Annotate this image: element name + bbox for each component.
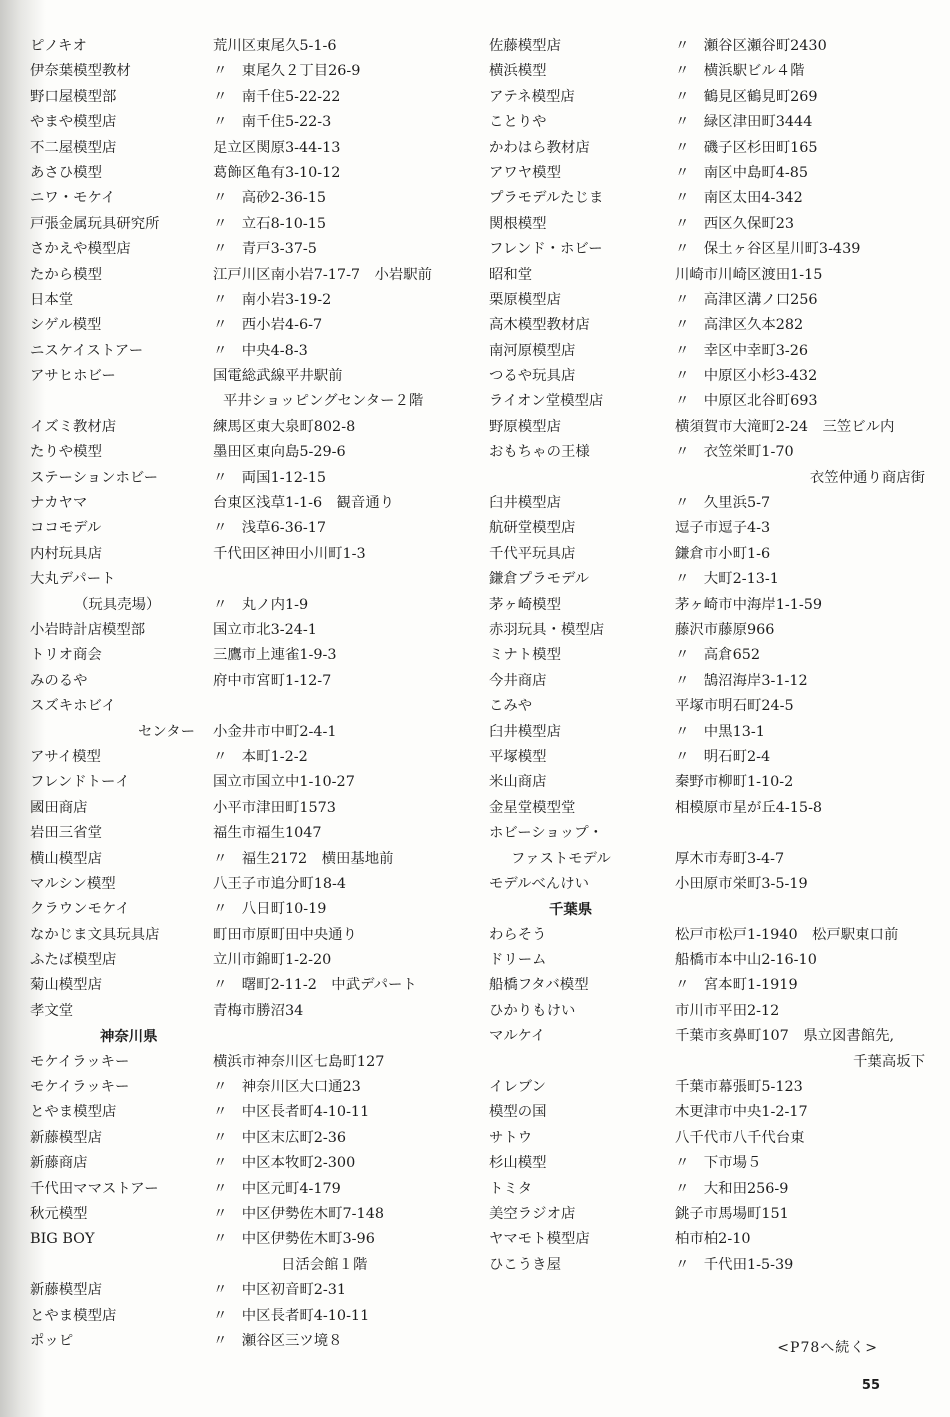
shop-name-cell: アテネ模型店 <box>489 88 575 105</box>
shop-address-cell: 藤沢市藤原966 <box>675 621 775 638</box>
shop-name-cell: 平塚模型 <box>489 748 547 765</box>
shop-name-cell: 伊奈葉模型教材 <box>30 63 131 80</box>
shop-name-cell: 國田商店 <box>30 799 88 816</box>
shop-address-cell: 小金井市中町2-4-1 <box>213 723 337 740</box>
shop-address-cell: 府中市宮町1-12-7 <box>213 672 332 689</box>
shop-name-cell: ニワ・モケイ <box>30 190 116 207</box>
shop-address-cell <box>663 1278 925 1303</box>
shop-name-cell: やまや模型店 <box>30 114 117 131</box>
shop-name-cell: ミナト模型 <box>489 647 561 664</box>
shop-address-cell: 日活会館１階 <box>281 1256 368 1273</box>
shop-name-cell: 野原模型店 <box>489 418 561 435</box>
continued-note: <P78へ続く> <box>777 1340 878 1356</box>
shop-address-cell: 〃 福生2172 横田基地前 <box>213 850 394 867</box>
shop-name-cell: ホビーショップ・ <box>489 825 603 842</box>
shop-name-cell <box>489 1304 657 1329</box>
shop-address-cell: 〃 南千住5-22-3 <box>213 114 332 131</box>
shop-address-cell: 〃 南区太田4-342 <box>675 190 803 207</box>
shop-address-cell: 荒川区東尾久5-1-6 <box>213 38 337 54</box>
shop-address-cell: 〃 西区久保町23 <box>675 215 795 232</box>
shop-name-cell: みのるや <box>30 672 88 689</box>
shop-name-cell: ライオン堂模型店 <box>489 393 604 410</box>
shop-name-cell: 菊山模型店 <box>30 977 102 994</box>
shop-address-cell: 〃 丸ノ内1-9 <box>213 596 309 613</box>
shop-address-cell: 〃 久里浜5-7 <box>675 495 771 512</box>
shop-name-cell: 新藤模型店 <box>30 1129 102 1146</box>
shop-address-cell: 〃 両国1-12-15 <box>213 469 327 486</box>
shop-name-cell: 航研堂模型店 <box>489 520 576 537</box>
shop-name-cell: モケイラッキー <box>30 1079 130 1096</box>
shop-name-cell: あさひ模型 <box>30 164 102 181</box>
shop-address-cell: 〃 中原区北谷町693 <box>675 393 818 410</box>
shop-address-cell: 〃 明石町2-4 <box>675 748 771 765</box>
shop-address-cell: 葛飾区亀有3-10-12 <box>213 164 341 181</box>
shop-address-cell: 木更津市中央1-2-17 <box>675 1104 808 1121</box>
shop-name-cell: 高木模型教材店 <box>489 317 590 334</box>
shop-name-cell: とやま模型店 <box>30 1307 117 1324</box>
shop-address-cell: 〃 保土ヶ谷区星川町3-439 <box>675 241 861 258</box>
shop-name-cell: ファストモデル <box>511 850 611 867</box>
shop-address-cell: 〃 青戸3-37-5 <box>213 241 317 258</box>
shop-address-cell: 小田原市栄町3-5-19 <box>675 875 808 892</box>
shop-address-cell: 平塚市明石町24-5 <box>675 698 794 715</box>
shop-name-cell: つるや玩具店 <box>489 368 576 385</box>
shop-address-cell: 〃 高倉652 <box>675 647 761 664</box>
shop-address-cell: 〃 磯子区杉田町165 <box>675 139 818 156</box>
shop-address-cell: 柏市柏2-10 <box>675 1231 751 1248</box>
shop-address-cell: 千葉市亥鼻町107 県立図書館先, <box>675 1028 895 1045</box>
shop-address-cell: 立川市錦町1-2-20 <box>213 952 332 969</box>
shop-name-cell: 杉山模型 <box>489 1155 547 1172</box>
shop-address-cell: 八王子市追分町18-4 <box>213 875 347 892</box>
shop-name-cell <box>489 1278 657 1303</box>
shop-name-cell: 横浜模型 <box>489 63 547 80</box>
shop-address-cell: 〃 中区本牧町2-300 <box>213 1155 356 1172</box>
shop-address-cell: 秦野市柳町1-10-2 <box>675 774 794 791</box>
shop-address-cell: 青梅市勝沼34 <box>213 1002 304 1019</box>
shop-name-cell: ステーションホビー <box>30 469 159 486</box>
shop-name-cell: ことりや <box>489 114 547 131</box>
shop-name-cell: こみや <box>489 698 533 715</box>
shop-address-cell: 〃 中区末広町2-36 <box>213 1129 347 1146</box>
shop-address-cell: 〃 千代田1-5-39 <box>675 1256 794 1273</box>
shop-address-cell: 千代田区神田小川町1-3 <box>213 545 366 562</box>
shop-address-cell: 千葉高坂下 <box>853 1053 925 1070</box>
shop-name-cell: 不二屋模型店 <box>30 139 117 156</box>
shop-name-cell: 栗原模型店 <box>489 291 561 308</box>
shop-address-cell: 〃 緑区津田町3444 <box>675 114 813 131</box>
shop-name-cell: わらそう <box>489 926 547 943</box>
shop-directory <box>30 34 925 1354</box>
shop-name-cell: 日本堂 <box>30 291 74 308</box>
shop-name-cell: 野口屋模型部 <box>30 88 117 105</box>
shop-name-cell: 米山商店 <box>489 774 547 791</box>
shop-address-cell: 衣笠仲通り商店街 <box>809 469 925 486</box>
shop-address-cell: 〃 横浜駅ビル４階 <box>675 63 805 80</box>
shop-address-cell: 〃 瀬谷区三ツ境８ <box>213 1332 343 1349</box>
shop-name-cell: 関根模型 <box>489 215 547 232</box>
shop-address-cell: 鎌倉市小町1-6 <box>675 545 771 562</box>
shop-name-cell: アサヒホビー <box>30 368 116 385</box>
shop-name-cell: ひかりもけい <box>489 1002 576 1019</box>
shop-name-cell: 戸張金属玩具研究所 <box>30 215 160 232</box>
shop-name-cell: 佐藤模型店 <box>489 38 561 54</box>
shop-address-cell: 厚木市寿町3-4-7 <box>675 850 785 867</box>
shop-name-cell <box>489 466 657 491</box>
shop-address-cell: 〃 南区中島町4-85 <box>675 164 809 181</box>
shop-name-cell <box>30 1253 195 1278</box>
shop-name-cell: 金星堂模型堂 <box>489 799 576 816</box>
shop-name-cell: かわはら教材店 <box>489 139 590 156</box>
shop-address-cell: 三鷹市上連雀1-9-3 <box>213 647 337 664</box>
shop-name-cell: ドリーム <box>489 952 547 969</box>
shop-name-cell: サトウ <box>489 1129 533 1146</box>
shop-address-cell: 松戸市松戸1-1940 松戸駅東口前 <box>675 926 899 943</box>
shop-address-cell: 〃 衣笠栄町1-70 <box>675 444 794 461</box>
shop-address-cell: 〃 南千住5-22-22 <box>213 88 341 105</box>
shop-name-cell: アワヤ模型 <box>489 164 561 181</box>
shop-name-cell: シゲル模型 <box>30 317 102 334</box>
shop-address-cell: 国立市北3-24-1 <box>213 621 317 638</box>
shop-address-cell: 相模原市星が丘4-15-8 <box>675 799 823 816</box>
shop-address-cell: 小平市津田町1573 <box>213 799 336 816</box>
shop-name-cell: 模型の国 <box>489 1104 547 1121</box>
shop-address-cell: 茅ヶ崎市中海岸1-1-59 <box>675 596 823 613</box>
shop-name-cell: プラモデルたじま <box>489 190 604 207</box>
shop-name-cell: （玩具売場） <box>74 596 161 613</box>
shop-name-cell: マルケイ <box>489 1028 546 1045</box>
shop-address-cell: 〃 西小岩4-6-7 <box>213 317 323 334</box>
shop-name-cell: たから模型 <box>30 266 102 283</box>
shop-name-cell: スズキホビイ <box>30 698 116 715</box>
shop-name-cell: ポッピ <box>30 1332 74 1349</box>
shop-address-cell: 練馬区東大泉町802-8 <box>213 418 356 435</box>
shop-name-cell: 茅ヶ崎模型 <box>489 596 561 613</box>
shop-address-cell <box>663 821 925 846</box>
shop-address-cell: 市川市平田2-12 <box>675 1002 780 1019</box>
shop-address-cell <box>201 567 483 592</box>
shop-name-cell: たりや模型 <box>30 444 102 461</box>
shop-address-cell: 〃 幸区中幸町3-26 <box>675 342 809 359</box>
shop-address-cell: 〃 八日町10-19 <box>213 901 327 918</box>
shop-address-cell: 〃 本町1-2-2 <box>213 748 308 765</box>
shop-address-cell: 江戸川区南小岩7-17-7 小岩駅前 <box>213 266 433 283</box>
shop-address-cell: 〃 瀬谷区瀬谷町2430 <box>675 38 827 54</box>
shop-address-cell: 〃 中原区小杉3-432 <box>675 368 818 385</box>
shop-name-cell: イレブン <box>489 1079 546 1096</box>
shop-name-cell: おもちゃの王様 <box>489 444 590 461</box>
shop-name-cell: 美空ラジオ店 <box>489 1205 576 1222</box>
shop-name-cell: モデルべんけい <box>489 875 590 892</box>
shop-name-cell: 昭和堂 <box>489 266 533 283</box>
shop-name-cell: ふたば模型店 <box>30 952 117 969</box>
shop-name-cell: ナカヤマ <box>30 495 88 512</box>
shop-name-cell <box>489 1329 657 1354</box>
shop-name-cell: モケイラッキー <box>30 1053 130 1070</box>
shop-address-cell: 横須賀市大滝町2-24 三笠ビル内 <box>675 418 895 435</box>
shop-address-cell: 〃 中区長者町4-10-11 <box>213 1104 370 1121</box>
page-number: 55 <box>861 1378 880 1393</box>
shop-name-cell: クラウンモケイ <box>30 901 130 918</box>
shop-address-cell: 国電総武線平井駅前 <box>213 368 343 385</box>
shop-name-cell: 横山模型店 <box>30 850 102 867</box>
shop-name-cell: トリオ商会 <box>30 647 102 664</box>
shop-address-cell: 〃 立石8-10-15 <box>213 215 327 232</box>
shop-name-cell: ヤマモト模型店 <box>489 1231 590 1248</box>
shop-address-cell: 〃 神奈川区大口通23 <box>213 1079 361 1096</box>
shop-address-cell: 川崎市川崎区渡田1-15 <box>675 266 823 283</box>
shop-address-cell <box>201 1024 483 1049</box>
shop-address-cell: 墨田区東向島5-29-6 <box>213 444 346 461</box>
shop-address-cell: 町田市原町田中央通り <box>213 926 357 943</box>
shop-name-cell: センター <box>138 723 195 740</box>
shop-address-cell: 〃 浅草6-36-17 <box>213 520 327 537</box>
shop-name-cell: 鎌倉プラモデル <box>489 571 590 588</box>
shop-address-cell: 〃 曙町2-11-2 中武デパート <box>213 977 417 994</box>
shop-name-cell: 小岩時計店模型部 <box>30 621 146 638</box>
shop-address-cell: 〃 宮本町1-1919 <box>675 977 798 994</box>
shop-name-cell: 秋元模型 <box>30 1205 88 1222</box>
shop-address-cell: 八千代市八千代台東 <box>675 1129 805 1146</box>
shop-address-cell <box>663 897 925 922</box>
shop-address-cell <box>201 694 483 719</box>
shop-name-cell: イズミ教材店 <box>30 418 117 435</box>
shop-name-cell: フレンド・ホビー <box>489 241 603 258</box>
shop-address-cell: 横浜市神奈川区七島町127 <box>213 1053 385 1070</box>
shop-name-cell: 神奈川県 <box>100 1028 158 1046</box>
shop-name-cell: マルシン模型 <box>30 875 116 892</box>
shop-address-cell: 台東区浅草1-1-6 観音通り <box>213 495 395 512</box>
shop-address-cell <box>663 1304 925 1329</box>
shop-address-cell: 〃 中区伊勢佐木町3-96 <box>213 1231 375 1248</box>
shop-name-cell: 千葉県 <box>549 901 593 919</box>
shop-address-cell: 〃 東尾久２丁目26-9 <box>213 63 361 80</box>
shop-name-cell: さかえや模型店 <box>30 241 131 258</box>
shop-name-cell <box>30 389 195 414</box>
shop-address-cell: 〃 中区初音町2-31 <box>213 1282 347 1299</box>
shop-address-cell: 国立市国立中1-10-27 <box>213 774 355 791</box>
shop-name-cell: 赤羽玩具・模型店 <box>489 621 605 638</box>
shop-address-cell: 〃 大和田256-9 <box>675 1180 789 1197</box>
shop-address-cell: 〃 鵠沼海岸3-1-12 <box>675 672 808 689</box>
shop-name-cell: 大丸デパート <box>30 571 116 588</box>
shop-name-cell: 千代平玩具店 <box>489 545 576 562</box>
shop-address-cell: 福生市福生1047 <box>213 825 322 842</box>
shop-address-cell: 〃 下市場５ <box>675 1155 762 1172</box>
shop-name-cell: なかじま文具玩具店 <box>30 926 160 943</box>
shop-address-cell: 〃 中区伊勢佐木町7-148 <box>213 1205 385 1222</box>
shop-name-cell: 今井商店 <box>489 672 547 689</box>
shop-address-cell: 〃 中区長者町4-10-11 <box>213 1307 370 1324</box>
shop-name-cell: 臼井模型店 <box>489 495 561 512</box>
shop-address-cell: 〃 高津区溝ノ口256 <box>675 291 818 308</box>
shop-address-cell: 〃 中区元町4-179 <box>213 1180 341 1197</box>
shop-address-cell: 〃 高津区久本282 <box>675 317 804 334</box>
shop-address-cell: 足立区関原3-44-13 <box>213 139 341 156</box>
shop-name-cell: 岩田三省堂 <box>30 825 102 842</box>
shop-name-cell: アサイ模型 <box>30 748 101 765</box>
shop-name-cell: 船橋フタバ模型 <box>489 977 589 994</box>
shop-address-cell: 平井ショッピングセンター２階 <box>223 393 424 410</box>
shop-name-cell: ココモデル <box>30 520 102 537</box>
shop-address-cell: 銚子市馬場町151 <box>675 1205 789 1222</box>
shop-address-cell: 逗子市逗子4-3 <box>675 520 771 537</box>
shop-address-cell: 〃 中央4-8-3 <box>213 342 308 359</box>
shop-name-cell: 孝文堂 <box>30 1002 74 1019</box>
shop-name-cell: ニスケイストアー <box>30 342 144 359</box>
shop-name-cell: 臼井模型店 <box>489 723 561 740</box>
shop-name-cell: トミタ <box>489 1180 533 1197</box>
shop-address-cell: 千葉市幕張町5-123 <box>675 1079 803 1096</box>
shop-name-cell: 新藤模型店 <box>30 1282 102 1299</box>
shop-name-cell: フレンドトーイ <box>30 774 130 791</box>
shop-name-cell: 千代田ママストアー <box>30 1180 159 1197</box>
shop-name-cell: 南河原模型店 <box>489 342 576 359</box>
shop-address-cell: 〃 大町2-13-1 <box>675 571 779 588</box>
shop-name-cell: とやま模型店 <box>30 1104 117 1121</box>
shop-address-cell: 船橋市本中山2-16-10 <box>675 952 817 969</box>
shop-address-cell: 〃 高砂2-36-15 <box>213 190 327 207</box>
shop-name-cell: 内村玩具店 <box>30 545 102 562</box>
shop-name-cell: ピノキオ <box>30 38 87 54</box>
shop-name-cell: ひこうき屋 <box>489 1256 561 1273</box>
shop-address-cell: 〃 中黒13-1 <box>675 723 765 740</box>
shop-address-cell: 〃 鶴見区鶴見町269 <box>675 88 818 105</box>
shop-name-cell: BIG BOY <box>30 1231 95 1248</box>
shop-address-cell: 〃 南小岩3-19-2 <box>213 291 332 308</box>
shop-name-cell: 新藤商店 <box>30 1155 88 1172</box>
shop-name-cell <box>489 1050 657 1075</box>
